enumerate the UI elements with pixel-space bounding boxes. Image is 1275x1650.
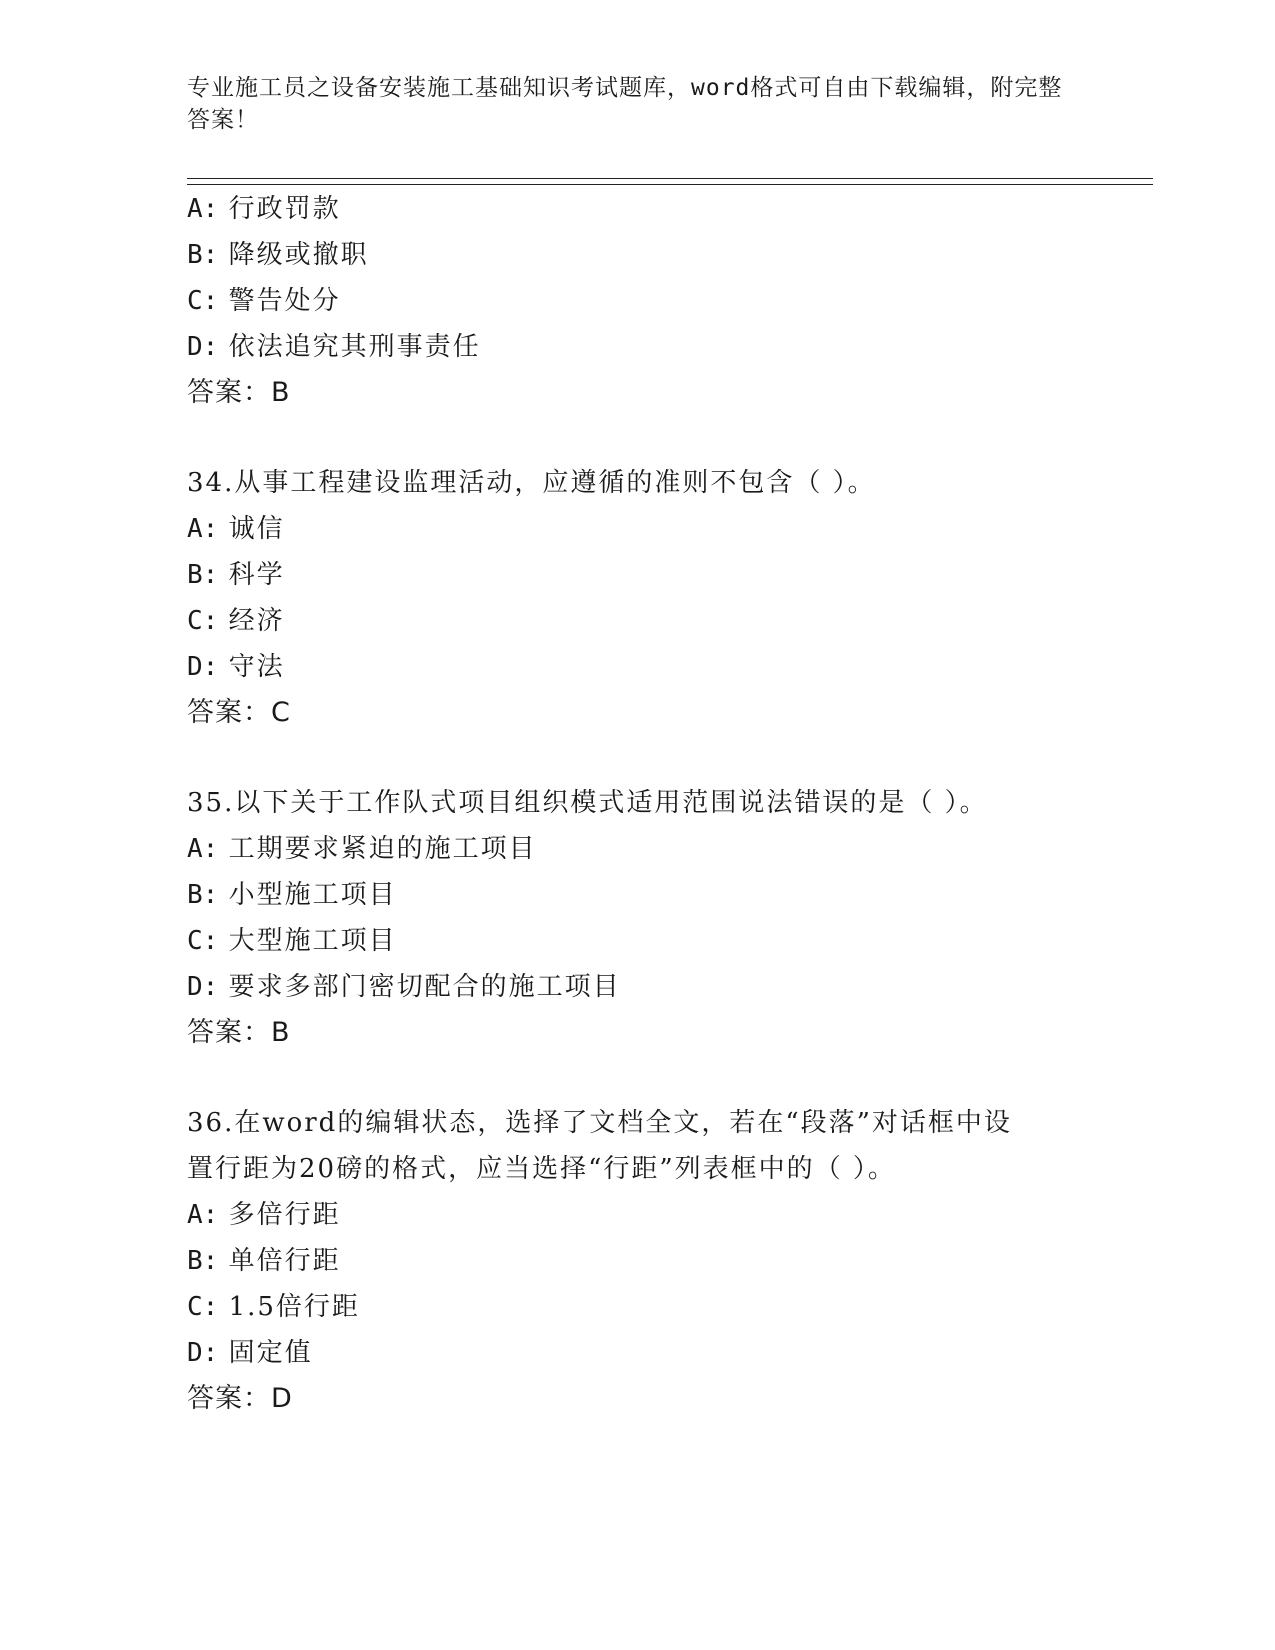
option-a (187, 1192, 1127, 1238)
option-label: C: (187, 1292, 219, 1322)
option-text: 1.5倍行距 (228, 1292, 360, 1322)
option-label: D: (187, 332, 219, 362)
answer-line: 答案：B (187, 1017, 291, 1048)
option-c (187, 1284, 1127, 1330)
option-b (187, 552, 1127, 598)
option-label: C: (187, 606, 219, 636)
question-text-line-2: 置行距为20磅的格式，应当选择“行距”列表框中的（ ）。 (187, 1154, 896, 1184)
option-text: 小型施工项目 (228, 880, 397, 910)
option-c (187, 598, 1127, 644)
header-rule-bottom (187, 184, 1153, 185)
question-block-33 (187, 186, 1127, 416)
question-list (187, 186, 1127, 1422)
option-label: B: (187, 240, 219, 270)
option-b (187, 232, 1127, 278)
answer-line: 答案：C (187, 697, 291, 728)
document-header: 专业施工员之设备安装施工基础知识考试题库，word格式可自由下载编辑，附完整答案！ (187, 75, 1063, 133)
option-d (187, 964, 1127, 1010)
question-text-line-1: 36.在word的编辑状态，选择了文档全文，若在“段落”对话框中设 (187, 1108, 1012, 1138)
option-text: 要求多部门密切配合的施工项目 (228, 972, 621, 1002)
option-text: 大型施工项目 (228, 926, 397, 956)
option-c (187, 918, 1127, 964)
question-text: 35.以下关于工作队式项目组织模式适用范围说法错误的是（ ）。 (187, 788, 988, 818)
option-d (187, 324, 1127, 370)
option-text: 工期要求紧迫的施工项目 (228, 834, 537, 864)
option-label: A: (187, 1200, 219, 1230)
option-text: 固定值 (228, 1338, 313, 1368)
option-label: A: (187, 194, 219, 224)
option-text: 行政罚款 (228, 194, 341, 224)
option-text: 警告处分 (228, 286, 341, 316)
option-a (187, 506, 1127, 552)
option-b (187, 1238, 1127, 1284)
option-text: 守法 (228, 652, 285, 682)
question-block-36 (187, 1100, 1127, 1422)
header-rule-top (187, 178, 1153, 179)
option-label: C: (187, 286, 219, 316)
option-text: 诚信 (228, 514, 285, 544)
option-label: B: (187, 560, 219, 590)
question-text: 34.从事工程建设监理活动，应遵循的准则不包含（ ）。 (187, 468, 876, 498)
option-label: B: (187, 880, 219, 910)
option-text: 降级或撤职 (228, 240, 369, 270)
option-label: C: (187, 926, 219, 956)
answer-line: 答案：D (187, 1383, 293, 1414)
option-text: 科学 (228, 560, 285, 590)
option-d (187, 644, 1127, 690)
option-label: A: (187, 514, 219, 544)
option-a (187, 186, 1127, 232)
option-text: 经济 (228, 606, 285, 636)
option-text: 依法追究其刑事责任 (228, 332, 481, 362)
option-label: B: (187, 1246, 219, 1276)
option-text: 多倍行距 (228, 1200, 341, 1230)
answer-line: 答案：B (187, 377, 291, 408)
option-label: A: (187, 834, 219, 864)
question-block-34 (187, 460, 1127, 736)
option-b (187, 872, 1127, 918)
option-label: D: (187, 652, 219, 682)
option-a (187, 826, 1127, 872)
option-text: 单倍行距 (228, 1246, 341, 1276)
question-block-35 (187, 780, 1127, 1056)
option-label: D: (187, 1338, 219, 1368)
option-d (187, 1330, 1127, 1376)
option-label: D: (187, 972, 219, 1002)
option-c (187, 278, 1127, 324)
